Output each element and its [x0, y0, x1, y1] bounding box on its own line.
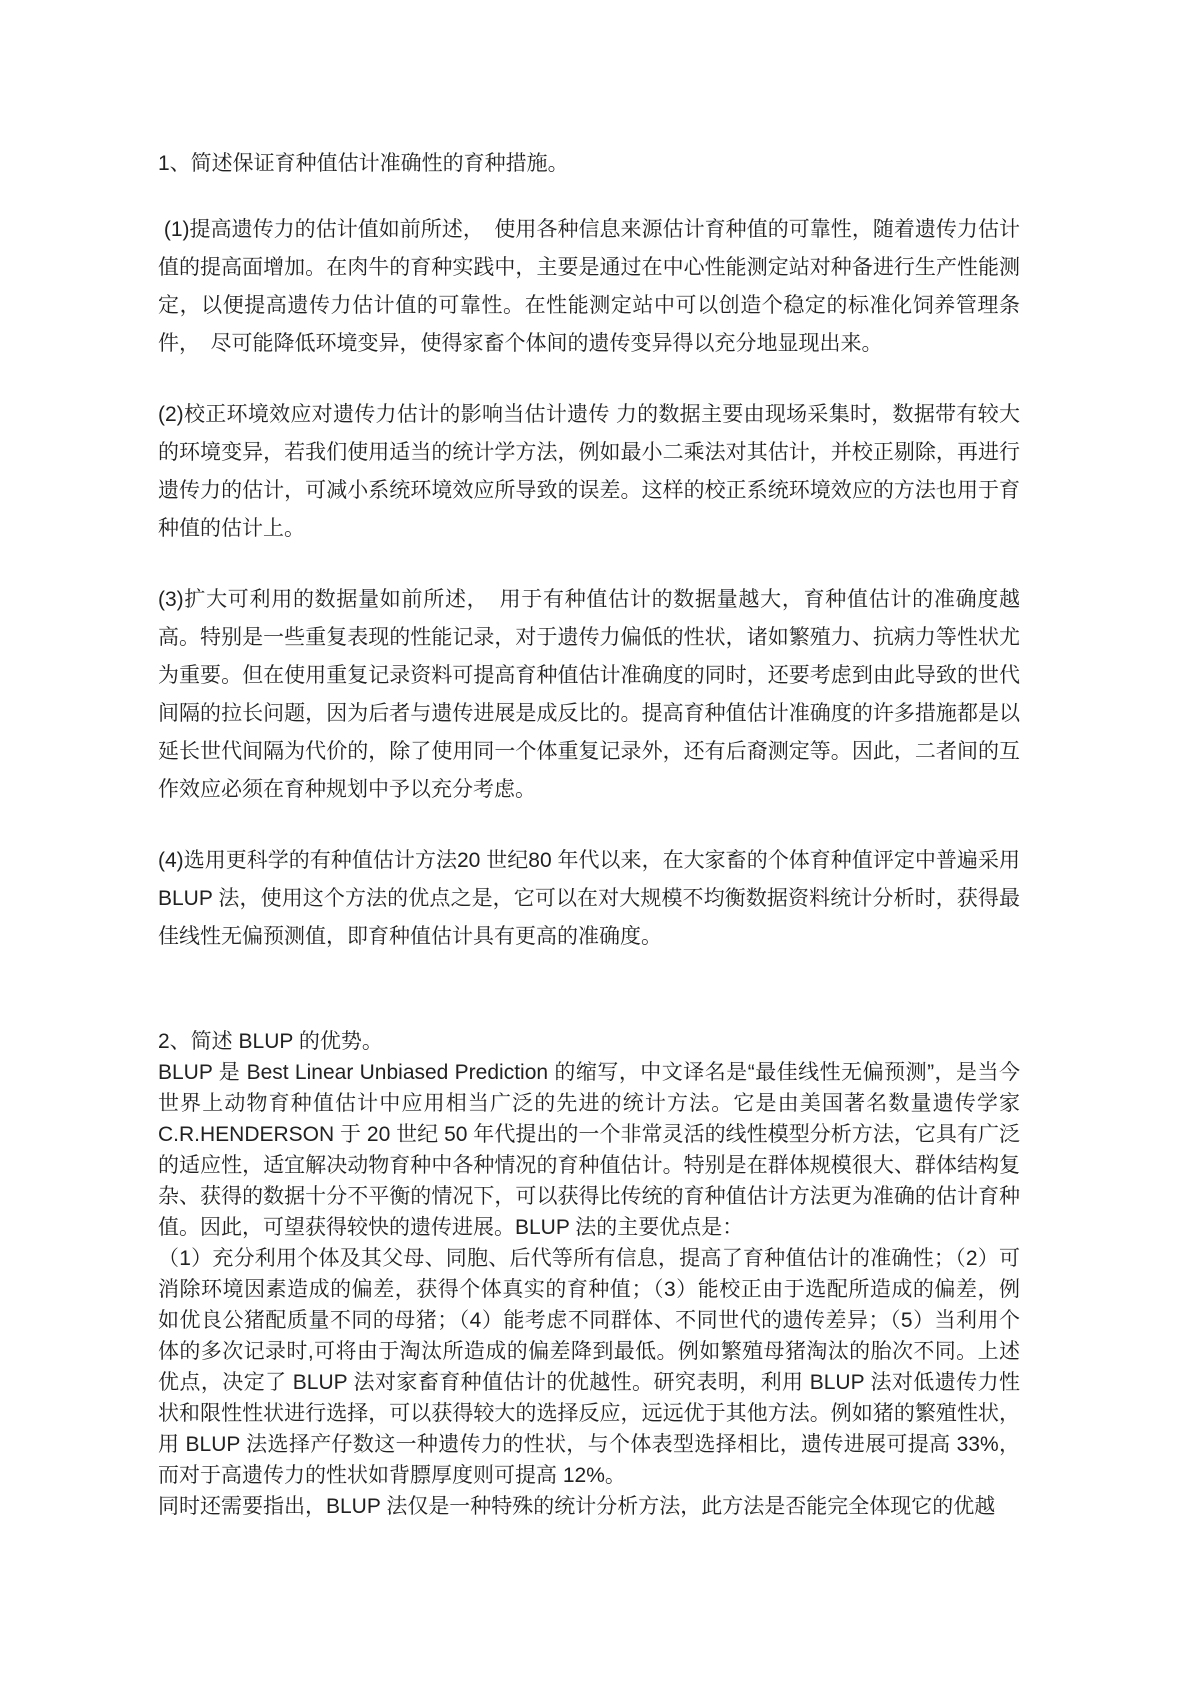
question-1-paragraph-2: (2)校正环境效应对遗传力估计的影响当估计遗传 力的数据主要由现场采集时，数据带有较大的环境变异，若我们使用适当的统计学方法，例如最小二乘法对其估计，并校正剔除，再进行遗传力的估计，可减小系统环境效应所导致的误差。这样的校正系统环境效应的方法也用于育种值的估计上。 — [158, 403, 1020, 540]
question-1-title: 1、简述保证育种值估计准确性的育种措施。 — [158, 152, 569, 175]
question-2-paragraph-1: BLUP 是 Best Linear Unbiased Prediction 的缩写，中文译名是“最佳线性无偏预测”，是当今世界上动物育种值估计中应用相当广泛的先进的统计方法。它是由美国著名数量遗传学家 C.R.HENDERSON 于 20 世纪 50 年代提出的一个非常灵活的线性模型分析方法，它具有广泛的适应性，适宜解决动物育种中各种情况的育种值估计。特别是在群体规模很大、群体结构复杂、获得的数据十分不平衡的情况下，可以获得比传统的育种值估计方法更为准确的估计育种值。因此，可望获得较快的遗传进展。BLUP 法的主要优点是： — [158, 1061, 1026, 1239]
question-2-section — [158, 1026, 1026, 1522]
question-1-paragraph-1: (1)提高遗传力的估计值如前所述， 使用各种信息来源估计育种值的可靠性，随着遗传力估计值的提高面增加。在肉牛的育种实践中，主要是通过在中心性能测定站对种备进行生产性能测定，以便提高遗传力估计值的可靠性。在性能测定站中可以创造个稳定的标准化饲养管理条件， 尽可能降低环境变异，使得家畜个体间的遗传变异得以充分地显现出来。 — [158, 218, 1020, 355]
question-2-paragraph-2: （1）充分利用个体及其父母、同胞、后代等所有信息，提高了育种值估计的准确性；（2）可消除环境因素造成的偏差，获得个体真实的育种值；（3）能校正由于选配所造成的偏差，例如优良公猪配质量不同的母猪；（4）能考虑不同群体、不同世代的遗传差异；（5）当利用个体的多次记录时,可将由于淘汰所造成的偏差降到最低。例如繁殖母猪淘汰的胎次不同。上述优点，决定了 BLUP 法对家畜育种值估计的优越性。研究表明，利用 BLUP 法对低遗传力性状和限性性状进行选择，可以获得较大的选择反应，远远优于其他方法。例如猪的繁殖性状，用 BLUP 法选择产仔数这一种遗传力的性状，与个体表型选择相比，遗传进展可提高 33%，而对于高遗传力的性状如背膘厚度则可提高 12%。 — [158, 1247, 1020, 1487]
question-2-paragraph-3: 同时还需要指出，BLUP 法仅是一种特殊的统计分析方法，此方法是否能完全体现它的优越 — [158, 1495, 996, 1518]
document-content — [158, 145, 1026, 1522]
question-1-section — [158, 145, 1026, 956]
question-1-paragraph-4: (4)选用更科学的有种值估计方法20 世纪80 年代以来，在大家畜的个体育种值评定中普遍采用 BLUP 法，使用这个方法的优点之是，它可以在对大规模不均衡数据资料统计分析时，获得最佳线性无偏预测值，即育种值估计具有更高的准确度。 — [158, 849, 1026, 948]
question-2-title: 2、简述 BLUP 的优势。 — [158, 1030, 383, 1053]
question-1-paragraph-3: (3)扩大可利用的数据量如前所述， 用于有种值估计的数据量越大，育种值估计的准确度越高。特别是一些重复表现的性能记录，对于遗传力偏低的性状，诸如繁殖力、抗病力等性状尤为重要。但在使用重复记录资料可提高育种值估计准确度的同时，还要考虑到由此导致的世代间隔的拉长问题，因为后者与遗传进展是成反比的。提高育种值估计准确度的许多措施都是以延长世代间隔为代价的，除了使用同一个体重复记录外，还有后裔测定等。因此，二者间的互作效应必须在育种规划中予以充分考虑。 — [158, 588, 1020, 801]
